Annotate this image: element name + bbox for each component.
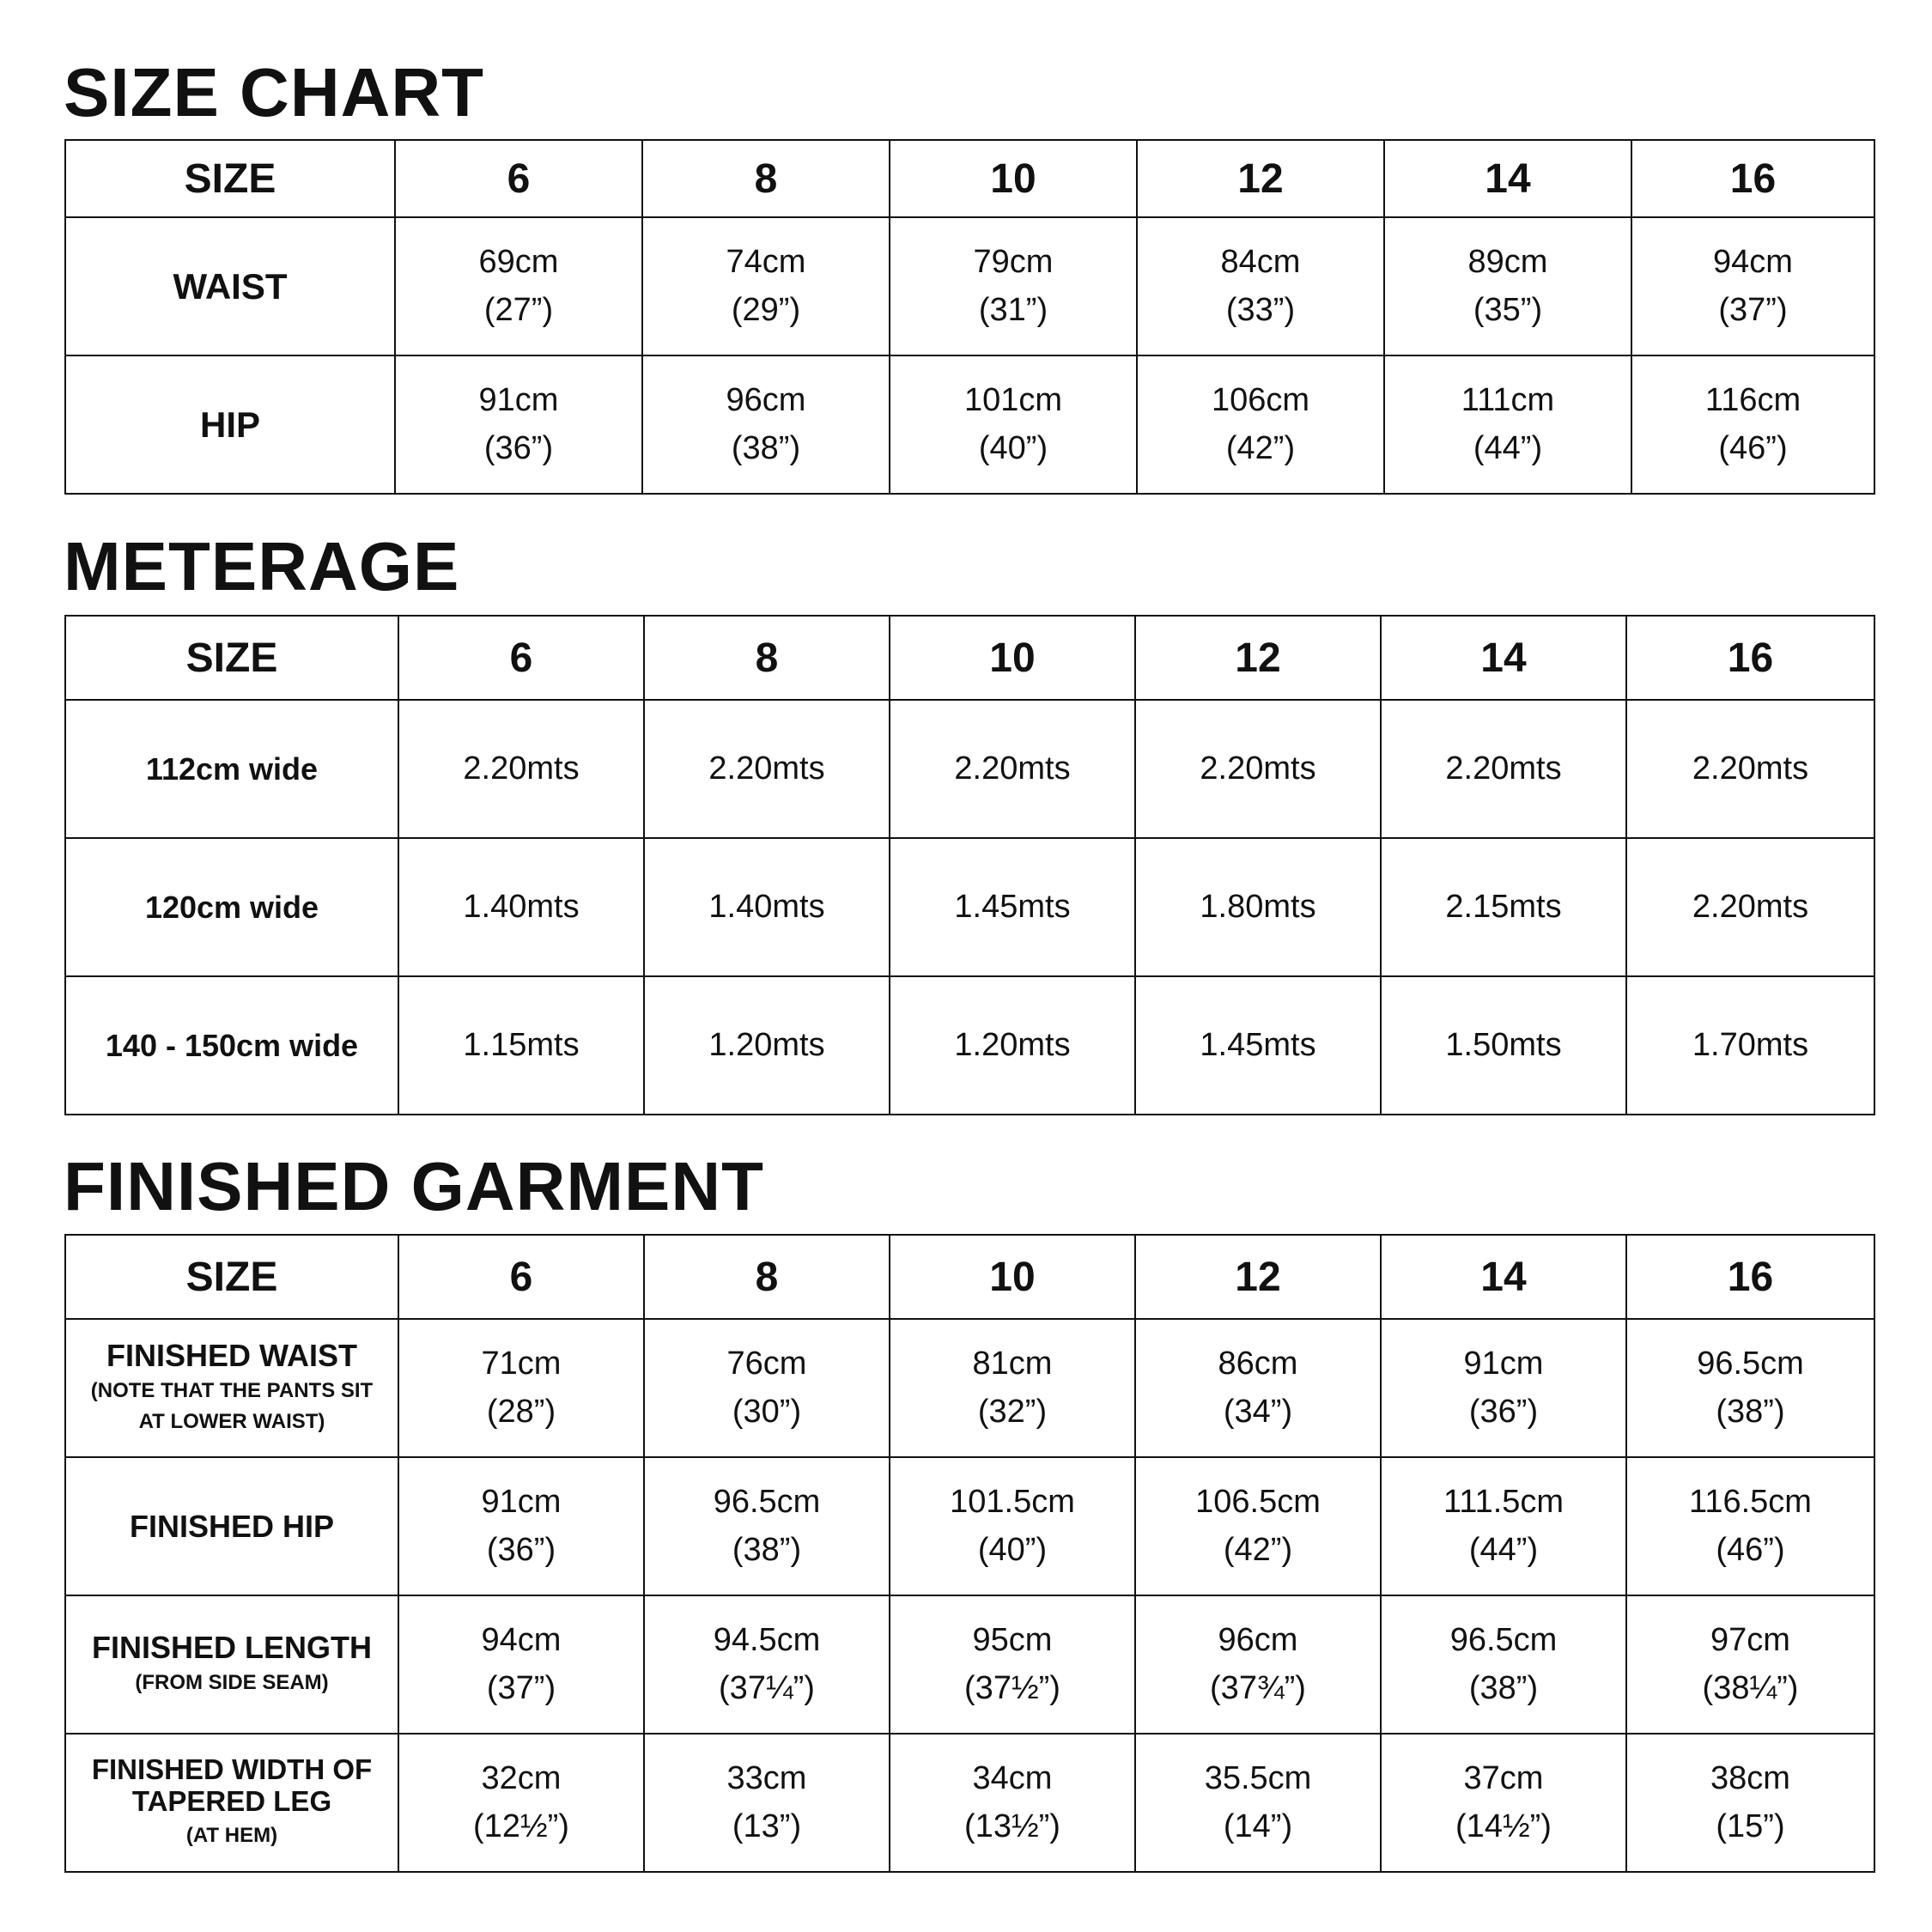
header-cell: 12 xyxy=(1135,1235,1381,1319)
value-cell: 101cm (40”) xyxy=(890,355,1137,494)
table-row xyxy=(65,355,1874,494)
row-label-finished-waist xyxy=(65,1319,398,1457)
value-cell: 94cm (37”) xyxy=(1631,217,1874,355)
value-cell: 89cm (35”) xyxy=(1384,217,1631,355)
value-cell: 37cm (14½”) xyxy=(1381,1734,1626,1872)
row-label-waist: WAIST xyxy=(65,217,395,355)
header-cell: 12 xyxy=(1135,616,1381,700)
value-cell: 111.5cm (44”) xyxy=(1381,1457,1626,1595)
value-cell: 1.50mts xyxy=(1381,976,1626,1115)
value-cell: 1.40mts xyxy=(644,838,890,976)
value-cell: 94.5cm (37¼”) xyxy=(644,1595,890,1734)
value-cell: 34cm (13½”) xyxy=(890,1734,1135,1872)
finished-garment-table xyxy=(64,1234,1875,1873)
value-cell: 76cm (30”) xyxy=(644,1319,890,1457)
table-row xyxy=(65,1734,1874,1872)
value-cell: 91cm (36”) xyxy=(1381,1319,1626,1457)
value-cell: 79cm (31”) xyxy=(890,217,1137,355)
header-cell: 6 xyxy=(398,1235,644,1319)
size-chart-title: SIZE CHART xyxy=(64,54,484,131)
value-cell: 1.40mts xyxy=(398,838,644,976)
value-cell: 1.15mts xyxy=(398,976,644,1115)
value-cell: 2.20mts xyxy=(1381,700,1626,838)
value-cell: 1.20mts xyxy=(890,976,1135,1115)
row-label-note: (AT HEM) xyxy=(185,1823,278,1847)
size-chart-table xyxy=(64,139,1875,495)
header-cell: 14 xyxy=(1381,616,1626,700)
value-cell: 116cm (46”) xyxy=(1631,355,1874,494)
value-cell: 86cm (34”) xyxy=(1135,1319,1381,1457)
header-cell: 6 xyxy=(395,140,642,217)
value-cell: 81cm (32”) xyxy=(890,1319,1135,1457)
value-cell: 1.70mts xyxy=(1626,976,1874,1115)
row-label-140-150cm-wide: 140 - 150cm wide xyxy=(65,976,398,1115)
header-cell: 14 xyxy=(1381,1235,1626,1319)
table-row xyxy=(65,838,1874,976)
value-cell: 74cm (29”) xyxy=(642,217,890,355)
header-cell: 16 xyxy=(1626,616,1874,700)
table-row xyxy=(65,1457,1874,1595)
value-cell: 2.20mts xyxy=(644,700,890,838)
value-cell: 106.5cm (42”) xyxy=(1135,1457,1381,1595)
header-cell: 8 xyxy=(642,140,890,217)
table-row xyxy=(65,1319,1874,1457)
value-cell: 116.5cm (46”) xyxy=(1626,1457,1874,1595)
value-cell: 91cm (36”) xyxy=(398,1457,644,1595)
header-cell: SIZE xyxy=(65,1235,398,1319)
row-label-note: (FROM SIDE SEAM) xyxy=(135,1671,329,1695)
value-cell: 2.20mts xyxy=(1626,700,1874,838)
value-cell: 91cm (36”) xyxy=(395,355,642,494)
value-cell: 106cm (42”) xyxy=(1137,355,1384,494)
value-cell: 101.5cm (40”) xyxy=(890,1457,1135,1595)
value-cell: 2.15mts xyxy=(1381,838,1626,976)
value-cell: 2.20mts xyxy=(890,700,1135,838)
header-cell: 6 xyxy=(398,616,644,700)
row-label-finished-length xyxy=(65,1595,398,1734)
table-row xyxy=(65,700,1874,838)
header-cell: 8 xyxy=(644,616,890,700)
header-cell: 10 xyxy=(890,616,1135,700)
value-cell: 94cm (37”) xyxy=(398,1595,644,1734)
value-cell: 97cm (38¼”) xyxy=(1626,1595,1874,1734)
value-cell: 96cm (37¾”) xyxy=(1135,1595,1381,1734)
value-cell: 2.20mts xyxy=(398,700,644,838)
meterage-table xyxy=(64,615,1875,1115)
row-label-finished-width-of-tapered-leg xyxy=(65,1734,398,1872)
row-label-text: FINISHED WAIST xyxy=(106,1337,357,1373)
header-cell: 14 xyxy=(1384,140,1631,217)
value-cell: 84cm (33”) xyxy=(1137,217,1384,355)
table-row xyxy=(65,217,1874,355)
header-cell: 10 xyxy=(890,1235,1135,1319)
row-label-note: (NOTE THAT THE PANTS SIT AT LOWER WAIST) xyxy=(90,1379,374,1434)
value-cell: 96.5cm (38”) xyxy=(1626,1319,1874,1457)
table-row xyxy=(65,976,1874,1115)
value-cell: 38cm (15”) xyxy=(1626,1734,1874,1872)
value-cell: 1.80mts xyxy=(1135,838,1381,976)
value-cell: 96cm (38”) xyxy=(642,355,890,494)
header-cell: SIZE xyxy=(65,616,398,700)
value-cell: 33cm (13”) xyxy=(644,1734,890,1872)
row-label-hip: HIP xyxy=(65,355,395,494)
value-cell: 1.45mts xyxy=(1135,976,1381,1115)
value-cell: 1.20mts xyxy=(644,976,890,1115)
value-cell: 2.20mts xyxy=(1626,838,1874,976)
value-cell: 111cm (44”) xyxy=(1384,355,1631,494)
value-cell: 96.5cm (38”) xyxy=(644,1457,890,1595)
finished-garment-title: FINISHED GARMENT xyxy=(64,1148,764,1224)
header-cell: 16 xyxy=(1631,140,1874,217)
header-cell: 8 xyxy=(644,1235,890,1319)
value-cell: 1.45mts xyxy=(890,838,1135,976)
meterage-header-row xyxy=(65,616,1874,700)
value-cell: 35.5cm (14”) xyxy=(1135,1734,1381,1872)
value-cell: 69cm (27”) xyxy=(395,217,642,355)
header-cell: SIZE xyxy=(65,140,395,217)
row-label-text: FINISHED LENGTH xyxy=(91,1629,372,1665)
row-label-120cm-wide: 120cm wide xyxy=(65,838,398,976)
value-cell: 2.20mts xyxy=(1135,700,1381,838)
meterage-title: METERAGE xyxy=(64,528,460,605)
value-cell: 71cm (28”) xyxy=(398,1319,644,1457)
size-chart-header-row xyxy=(65,140,1874,217)
row-label-text: FINISHED HIP xyxy=(129,1508,335,1544)
value-cell: 96.5cm (38”) xyxy=(1381,1595,1626,1734)
value-cell: 95cm (37½”) xyxy=(890,1595,1135,1734)
row-label-finished-hip xyxy=(65,1457,398,1595)
row-label-112cm-wide: 112cm wide xyxy=(65,700,398,838)
header-cell: 10 xyxy=(890,140,1137,217)
header-cell: 16 xyxy=(1626,1235,1874,1319)
table-row xyxy=(65,1595,1874,1734)
row-label-text: FINISHED WIDTH OF TAPERED LEG xyxy=(91,1753,373,1817)
finished-garment-header-row xyxy=(65,1235,1874,1319)
header-cell: 12 xyxy=(1137,140,1384,217)
value-cell: 32cm (12½”) xyxy=(398,1734,644,1872)
